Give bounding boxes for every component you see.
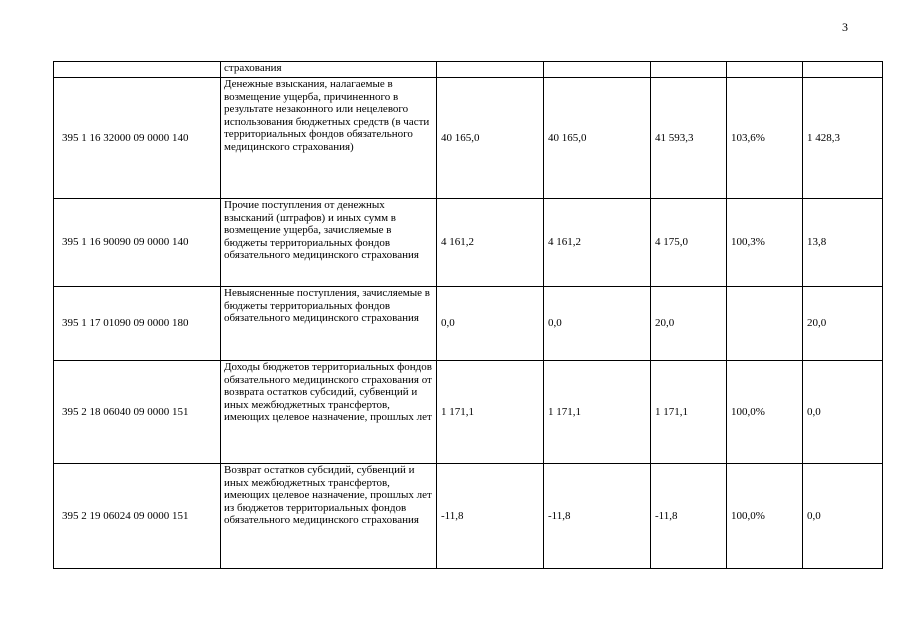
value-cell: 20,0 xyxy=(651,287,727,361)
percent-cell: 100,3% xyxy=(727,199,803,287)
difference-cell: 1 428,3 xyxy=(803,78,883,199)
table-row xyxy=(54,361,883,464)
description-cell: страхования xyxy=(221,62,437,78)
budget-code-cell: 395 2 19 06024 09 0000 151 xyxy=(54,464,221,569)
percent-cell xyxy=(727,287,803,361)
page-number: 3 xyxy=(842,20,848,34)
table-row xyxy=(54,199,883,287)
budget-code-cell xyxy=(54,62,221,78)
value-cell: 1 171,1 xyxy=(437,361,544,464)
description-cell: Денежные взыскания, налагаемые в возмещение ущерба, причиненного в результате незаконного или нецелевого использования бюджетных средств (в части территориальных фондов обязательного медицинского страхования) xyxy=(221,78,437,199)
value-cell: -11,8 xyxy=(544,464,651,569)
percent-cell: 103,6% xyxy=(727,78,803,199)
budget-revenue-table xyxy=(53,61,883,569)
value-cell: 0,0 xyxy=(544,287,651,361)
value-cell xyxy=(437,62,544,78)
difference-cell: 0,0 xyxy=(803,361,883,464)
budget-code-cell: 395 2 18 06040 09 0000 151 xyxy=(54,361,221,464)
table-row xyxy=(54,78,883,199)
value-cell: 4 175,0 xyxy=(651,199,727,287)
percent-cell: 100,0% xyxy=(727,361,803,464)
description-cell: Невыясненные поступления, зачисляемые в бюджеты территориальных фондов обязательного медицинского страхования xyxy=(221,287,437,361)
table-row xyxy=(54,287,883,361)
table-row xyxy=(54,62,883,78)
difference-cell: 0,0 xyxy=(803,464,883,569)
value-cell: -11,8 xyxy=(651,464,727,569)
budget-code-cell: 395 1 16 90090 09 0000 140 xyxy=(54,199,221,287)
description-cell: Доходы бюджетов территориальных фондов обязательного медицинского страхования от возврата остатков субсидий, субвенций и иных межбюджетных трансфертов, имеющих целевое назначение, прошлых лет xyxy=(221,361,437,464)
value-cell xyxy=(651,62,727,78)
budget-code-cell: 395 1 17 01090 09 0000 180 xyxy=(54,287,221,361)
value-cell: 40 165,0 xyxy=(544,78,651,199)
value-cell xyxy=(544,62,651,78)
budget-code-cell: 395 1 16 32000 09 0000 140 xyxy=(54,78,221,199)
difference-cell xyxy=(803,62,883,78)
percent-cell xyxy=(727,62,803,78)
table-row xyxy=(54,464,883,569)
description-cell: Возврат остатков субсидий, субвенций и иных межбюджетных трансфертов, имеющих целевое назначение, прошлых лет из бюджетов территориальных фондов обязательного медицинского страхования xyxy=(221,464,437,569)
value-cell: 1 171,1 xyxy=(544,361,651,464)
difference-cell: 20,0 xyxy=(803,287,883,361)
value-cell: 41 593,3 xyxy=(651,78,727,199)
value-cell: 4 161,2 xyxy=(437,199,544,287)
percent-cell: 100,0% xyxy=(727,464,803,569)
value-cell: -11,8 xyxy=(437,464,544,569)
value-cell: 4 161,2 xyxy=(544,199,651,287)
value-cell: 1 171,1 xyxy=(651,361,727,464)
value-cell: 0,0 xyxy=(437,287,544,361)
value-cell: 40 165,0 xyxy=(437,78,544,199)
difference-cell: 13,8 xyxy=(803,199,883,287)
description-cell: Прочие поступления от денежных взысканий (штрафов) и иных сумм в возмещение ущерба, зачисляемые в бюджеты территориальных фондов обязательного медицинского страхования xyxy=(221,199,437,287)
